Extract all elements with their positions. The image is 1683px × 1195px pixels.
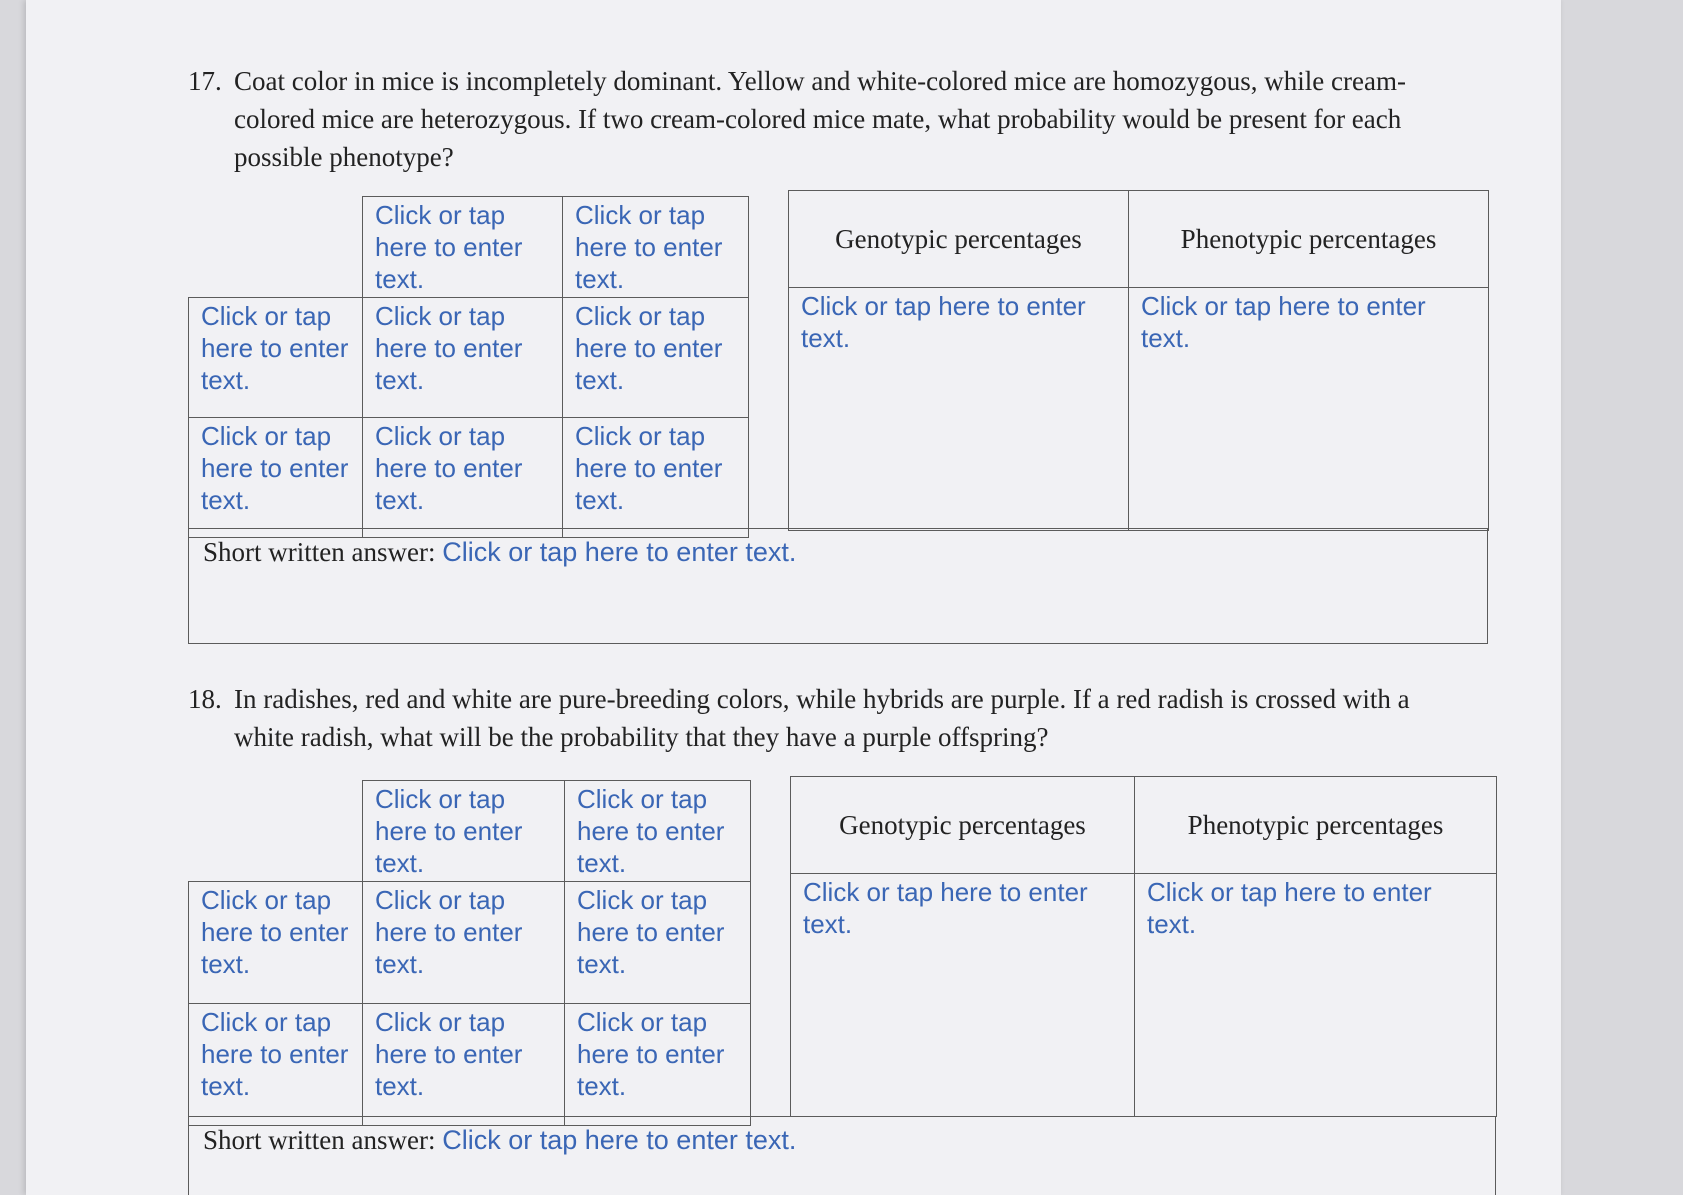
punnett-side-cell[interactable]: Click or tap here to enter text. — [189, 882, 363, 1004]
worksheet-page — [26, 0, 1561, 1195]
phenotypic-header: Phenotypic percentages — [1135, 777, 1497, 874]
punnett-cell[interactable]: Click or tap here to enter text. — [563, 298, 749, 418]
genotypic-header: Genotypic percentages — [791, 777, 1135, 874]
punnett-cell[interactable]: Click or tap here to enter text. — [563, 418, 749, 538]
punnett-header-cell[interactable]: Click or tap here to enter text. — [363, 197, 563, 298]
genotypic-header: Genotypic percentages — [789, 191, 1129, 288]
punnett-square-17 — [188, 196, 749, 538]
question-text: In radishes, red and white are pure-breeding colors, while hybrids are purple. If a red radish is crossed with a white radish, what will be the probability that they have a purple offspring? — [234, 684, 1410, 752]
short-answer-18 — [188, 1116, 1496, 1195]
genotypic-input[interactable]: Click or tap here to enter text. — [789, 288, 1129, 531]
punnett-side-cell[interactable]: Click or tap here to enter text. — [189, 298, 363, 418]
punnett-header-cell[interactable]: Click or tap here to enter text. — [363, 781, 565, 882]
punnett-cell[interactable]: Click or tap here to enter text. — [363, 882, 565, 1004]
phenotypic-header: Phenotypic percentages — [1129, 191, 1489, 288]
punnett-header-cell[interactable]: Click or tap here to enter text. — [565, 781, 751, 882]
punnett-cell[interactable]: Click or tap here to enter text. — [565, 1004, 751, 1126]
question-17 — [188, 62, 1468, 176]
question-number: 17. — [188, 66, 222, 96]
phenotypic-input[interactable]: Click or tap here to enter text. — [1135, 874, 1497, 1117]
phenotypic-input[interactable]: Click or tap here to enter text. — [1129, 288, 1489, 531]
short-answer-label: Short written answer: — [203, 537, 436, 567]
punnett-cell[interactable]: Click or tap here to enter text. — [363, 1004, 565, 1126]
short-answer-input[interactable]: Click or tap here to enter text. — [442, 537, 797, 567]
punnett-corner — [189, 197, 363, 298]
punnett-cell[interactable]: Click or tap here to enter text. — [565, 882, 751, 1004]
punnett-side-cell[interactable]: Click or tap here to enter text. — [189, 1004, 363, 1126]
question-18 — [188, 680, 1468, 756]
genotypic-input[interactable]: Click or tap here to enter text. — [791, 874, 1135, 1117]
short-answer-input[interactable]: Click or tap here to enter text. — [442, 1125, 797, 1155]
question-text: Coat color in mice is incompletely dominant. Yellow and white-colored mice are homozygous, while cream-colored mice are heterozygous. If two cream-colored mice mate, what probability would be present for each possible phenotype? — [234, 66, 1406, 172]
punnett-header-cell[interactable]: Click or tap here to enter text. — [563, 197, 749, 298]
question-number: 18. — [188, 684, 222, 714]
punnett-side-cell[interactable]: Click or tap here to enter text. — [189, 418, 363, 538]
short-answer-17 — [188, 528, 1488, 644]
percentages-table-17 — [788, 190, 1489, 531]
short-answer-label: Short written answer: — [203, 1125, 436, 1155]
percentages-table-18 — [790, 776, 1497, 1117]
punnett-corner — [189, 781, 363, 882]
punnett-cell[interactable]: Click or tap here to enter text. — [363, 298, 563, 418]
punnett-cell[interactable]: Click or tap here to enter text. — [363, 418, 563, 538]
punnett-square-18 — [188, 780, 751, 1126]
